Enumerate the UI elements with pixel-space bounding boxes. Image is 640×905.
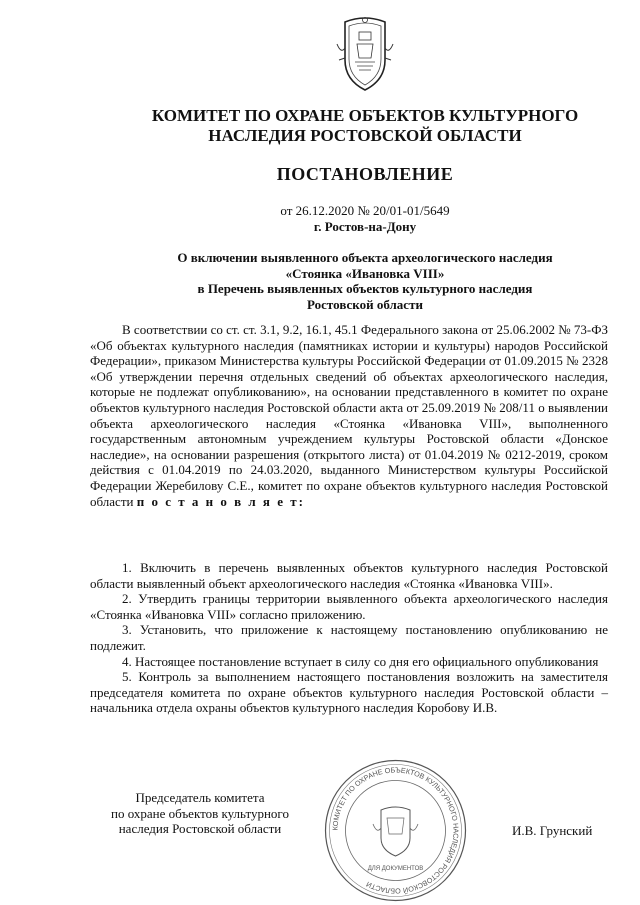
organization-name — [90, 106, 640, 146]
signatory-name: И.В. Грунский — [512, 823, 593, 838]
official-seal-icon — [323, 758, 468, 903]
decree-word: п о с т а н о в л я е т: — [136, 493, 305, 509]
date-number: от 26.12.2020 № 20/01-01/5649 — [280, 203, 450, 218]
position-line-3: наследия Ростовской области — [118, 821, 282, 836]
position-line-2: по охране объектов культурного — [111, 805, 289, 821]
position-line-1: Председатель комитета — [135, 790, 265, 805]
subject-line-2: «Стоянка «Ивановка VIII» — [285, 265, 445, 281]
signatory-position — [90, 790, 310, 837]
city: г. Ростов-на-Дону — [313, 219, 417, 234]
decree-item-5: 5. Контроль за выполнением настоящего постановления возложить на заместителя председателя комитета по охране объектов культурного наследия Ростовской области – начальника отдела охраны объектов культурного наследия Коробову И.В. — [90, 669, 608, 716]
svg-text:ДЛЯ ДОКУМЕНТОВ: ДЛЯ ДОКУМЕНТОВ — [367, 866, 424, 872]
svg-text:КОМИТЕТ ПО ОХРАНЕ ОБЪЕКТОВ КУЛ: КОМИТЕТ ПО ОХРАНЕ ОБЪЕКТОВ КУЛЬТУРНОГО НАСЛЕДИЯ РОСТОВСКОЙ ОБЛАСТИ — [330, 765, 461, 896]
coat-of-arms-icon — [333, 14, 397, 94]
preamble — [90, 322, 608, 509]
document-subject — [90, 250, 640, 312]
decree-item-1: 1. Включить в перечень выявленных объектов культурного наследия Ростовской области выявленный объект археологического наследия «Стоянка «Ивановка VIII». — [90, 560, 608, 591]
subject-line-4: Ростовской области — [307, 296, 423, 312]
decree-item-2: 2. Утвердить границы территории выявленного объекта археологического наследия «Стоянка «Ивановка VIII» согласно приложению. — [90, 591, 608, 622]
decree-item-4: 4. Настоящее постановление вступает в силу со дня его официального опубликования — [122, 653, 599, 669]
subject-line-1: О включении выявленного объекта археологического наследия — [177, 250, 553, 265]
organization-line-2: НАСЛЕДИЯ РОСТОВСКОЙ ОБЛАСТИ — [208, 126, 522, 145]
preamble-text: В соответствии со ст. ст. 3.1, 9.2, 16.1, 45.1 Федерального закона от 25.06.2002 № 73-ФЗ «Об объектах культурного наследия (памятниках истории и культуры) народов Российской Федерации», приказом Министерства культуры Российской Федерации от 01.09.2015 № 2328 «Об утверждении перечня отдельных сведений об объектах археологического наследия, которые не подлежат опубликованию», на основании представленного в комитет по охране объектов культурного наследия Ростовской области акта от 25.09.2019 № 208/11 о выявлении объекта археологического наследия «Стоянка «Ивановка VIII», выполненного государственным автономным учреждением культуры Ростовской области «Донское наследие», на основании разрешения (открытого листа) от 01.04.2019 № 0212-2019, сроком действия с 01.04.2019 по 24.03.2020, выданного Министерством культуры Российской Федерации Жеребилову С.Е., комитет по охране объектов культурного наследия Ростовской области — [90, 322, 608, 509]
decree-item-3: 3. Установить, что приложение к настоящему постановлению опубликованию не подлежит. — [90, 622, 608, 653]
subject-line-3: в Перечень выявленных объектов культурного наследия — [197, 281, 533, 296]
organization-line-1: КОМИТЕТ ПО ОХРАНЕ ОБЪЕКТОВ КУЛЬТУРНОГО — [151, 106, 579, 125]
document-type: ПОСТАНОВЛЕНИЕ — [276, 164, 454, 184]
decree-items — [90, 560, 608, 716]
